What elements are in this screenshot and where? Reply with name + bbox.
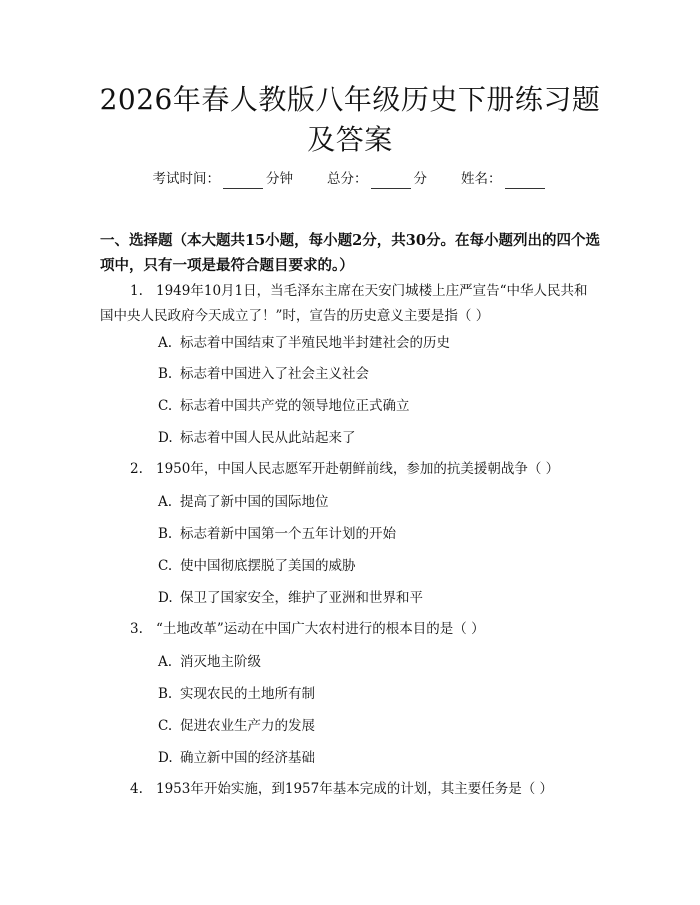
option-1b — [158, 364, 598, 384]
option-text: 实现农民的土地所有制 — [180, 686, 315, 702]
option-letter: A. — [158, 654, 173, 670]
option-letter: D. — [158, 590, 173, 606]
option-text: 保卫了国家安全，维护了亚洲和世界和平 — [180, 590, 423, 606]
question-4 — [100, 777, 600, 802]
question-number: 2. — [130, 461, 143, 477]
option-text: 标志着中国共产党的领导地位正式确立 — [180, 398, 410, 414]
option-letter: A. — [158, 494, 173, 510]
exam-meta — [0, 169, 700, 189]
option-3c — [158, 716, 598, 736]
option-letter: C. — [158, 558, 173, 574]
question-stem: 1953年开始实施，到1957年基本完成的计划，其主要任务是（ ） — [156, 781, 554, 797]
question-number: 4. — [130, 781, 143, 797]
option-letter: D. — [158, 430, 173, 446]
option-2a — [158, 492, 598, 512]
option-text: 促进农业生产力的发展 — [180, 718, 315, 734]
option-1c — [158, 396, 598, 416]
score-label: 总分： — [327, 171, 368, 187]
name-blank — [505, 173, 545, 189]
option-3b — [158, 684, 598, 704]
exam-time — [153, 169, 294, 189]
question-2 — [100, 457, 600, 482]
option-letter: C. — [158, 398, 173, 414]
name-label: 姓名： — [461, 171, 502, 187]
option-text: 消灭地主阶级 — [180, 654, 261, 670]
question-number: 1. — [130, 283, 143, 299]
question-stem: 1950年，中国人民志愿军开赴朝鲜前线，参加的抗美援朝战争（ ） — [156, 461, 560, 477]
option-2b — [158, 524, 598, 544]
question-stem: 1949年10月1日，当毛泽东主席在天安门城楼上庄严宣告“中华人民共和国中央人民政府今天成立了！”时，宣告的历史意义主要是指（ ） — [100, 283, 588, 324]
question-number: 3. — [130, 621, 143, 637]
option-1d — [158, 428, 598, 448]
time-unit: 分钟 — [266, 171, 293, 187]
option-letter: A. — [158, 335, 173, 351]
option-letter: C. — [158, 718, 173, 734]
option-text: 提高了新中国的国际地位 — [180, 494, 329, 510]
option-2c — [158, 556, 598, 576]
student-name — [461, 169, 548, 189]
option-text: 确立新中国的经济基础 — [180, 750, 315, 766]
option-text: 标志着中国进入了社会主义社会 — [180, 366, 369, 382]
option-letter: B. — [158, 526, 173, 542]
option-3d — [158, 748, 598, 768]
option-letter: D. — [158, 750, 173, 766]
time-label: 考试时间： — [152, 171, 220, 187]
option-letter: B. — [158, 366, 173, 382]
question-stem: “土地改革”运动在中国广大农村进行的根本目的是（ ） — [156, 621, 485, 637]
score-blank — [371, 173, 411, 189]
section-heading: 一、选择题（本大题共15小题，每小题2分，共30分。在每小题列出的四个选项中，只有一项是最符合题目要求的。） — [100, 232, 600, 274]
option-2d — [158, 588, 598, 608]
time-blank — [223, 173, 263, 189]
option-text: 标志着中国人民从此站起来了 — [180, 430, 356, 446]
score-unit: 分 — [413, 171, 427, 187]
option-1a — [158, 333, 598, 353]
document-title: 2026年春人教版八年级历史下册练习题及答案 — [99, 83, 601, 156]
total-score — [327, 169, 427, 189]
question-1 — [100, 279, 600, 329]
option-letter: B. — [158, 686, 173, 702]
option-3a — [158, 652, 598, 672]
question-3 — [100, 617, 600, 642]
option-text: 使中国彻底摆脱了美国的威胁 — [180, 558, 356, 574]
option-text: 标志着新中国第一个五年计划的开始 — [180, 526, 396, 542]
option-text: 标志着中国结束了半殖民地半封建社会的历史 — [180, 335, 450, 351]
